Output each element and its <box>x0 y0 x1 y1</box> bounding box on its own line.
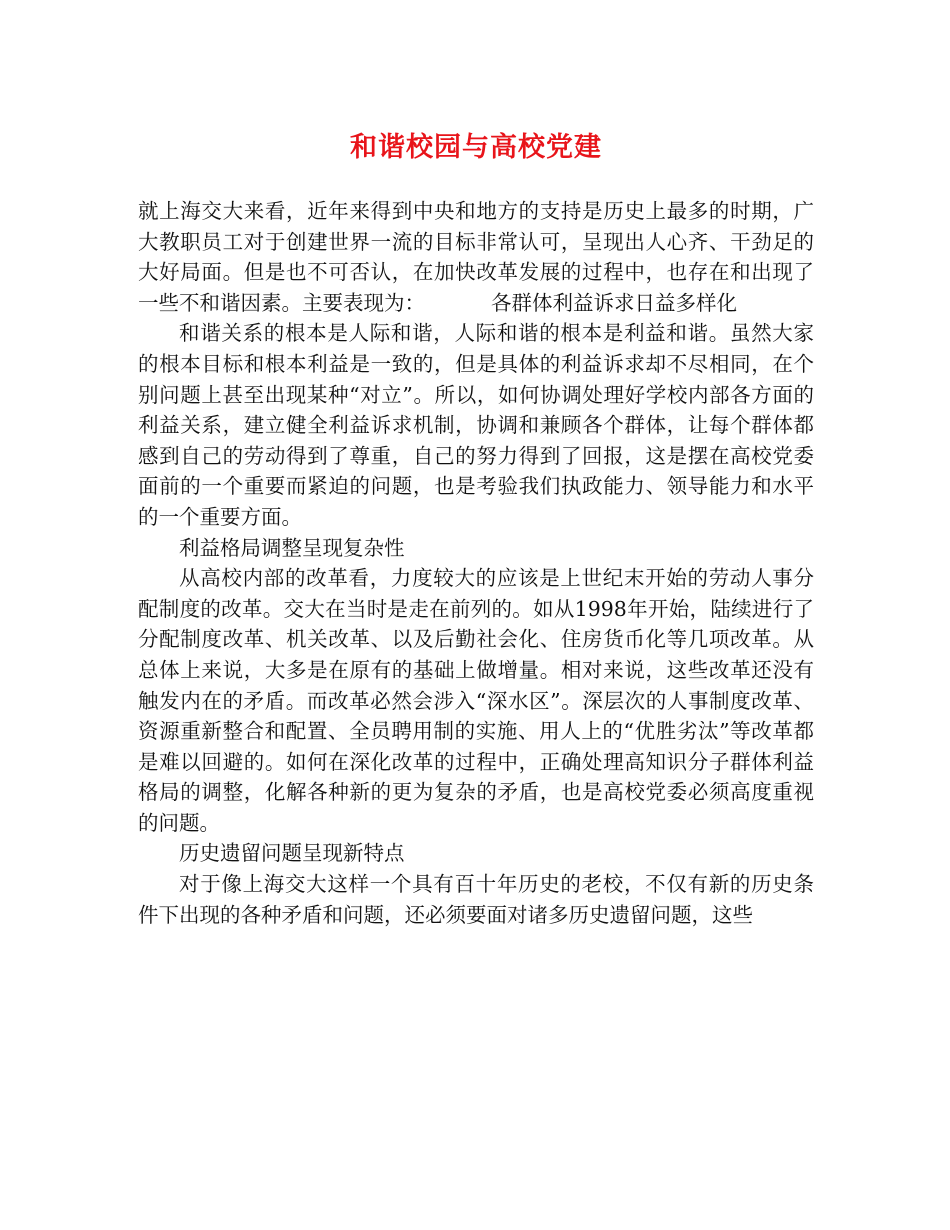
section-heading-2: 利益格局调整呈现复杂性 <box>179 535 405 560</box>
document-title: 和谐校园与高校党建 <box>350 132 602 163</box>
document-body <box>138 196 814 930</box>
paragraph-4: 对于像上海交大这样一个具有百十年历史的老校，不仅有新的历史条件下出现的各种矛盾和问题，还必须要面对诸多历史遗留问题，这些 <box>138 872 814 927</box>
paragraph-2: 和谐关系的根本是人际和谐，人际和谐的根本是利益和谐。虽然大家的根本目标和根本利益是一致的，但是具体的利益诉求却不尽相同，在个别问题上甚至出现某种“对立”。所以，如何协调处理好学校内部各方面的利益关系，建立健全利益诉求机制，协调和兼顾各个群体，让每个群体都感到自己的劳动得到了尊重，自己的努力得到了回报，这是摆在高校党委面前的一个重要而紧迫的问题，也是考验我们执政能力、领导能力和水平的一个重要方面。 <box>138 321 814 529</box>
paragraph-3: 从高校内部的改革看，力度较大的应该是上世纪末开始的劳动人事分配制度的改革。交大在当时是走在前列的。如从1998年开始，陆续进行了分配制度改革、机关改革、以及后勤社会化、住房货币化等几项改革。从总体上来说，大多是在原有的基础上做增量。相对来说，这些改革还没有触发内在的矛盾。而改革必然会涉入“深水区”。深层次的人事制度改革、资源重新整合和配置、全员聘用制的实施、用人上的“优胜劣汰”等改革都是难以回避的。如何在深化改革的过程中，正确处理高知识分子群体利益格局的调整，化解各种新的更为复杂的矛盾，也是高校党委必须高度重视的问题。 <box>138 566 814 835</box>
section-heading-3: 历史遗留问题呈现新特点 <box>179 841 405 866</box>
paragraph-1 <box>138 196 814 318</box>
section-heading-1: 各群体利益诉求日益多样化 <box>491 290 737 315</box>
paragraph-1-text: 就上海交大来看，近年来得到中央和地方的支持是历史上最多的时期，广大教职员工对于创建世界一流的目标非常认可，呈现出人心齐、干劲足的大好局面。但是也不可否认，在加快改革发展的过程中，也存在和出现了一些不和谐因素。主要表现为： <box>138 199 814 315</box>
